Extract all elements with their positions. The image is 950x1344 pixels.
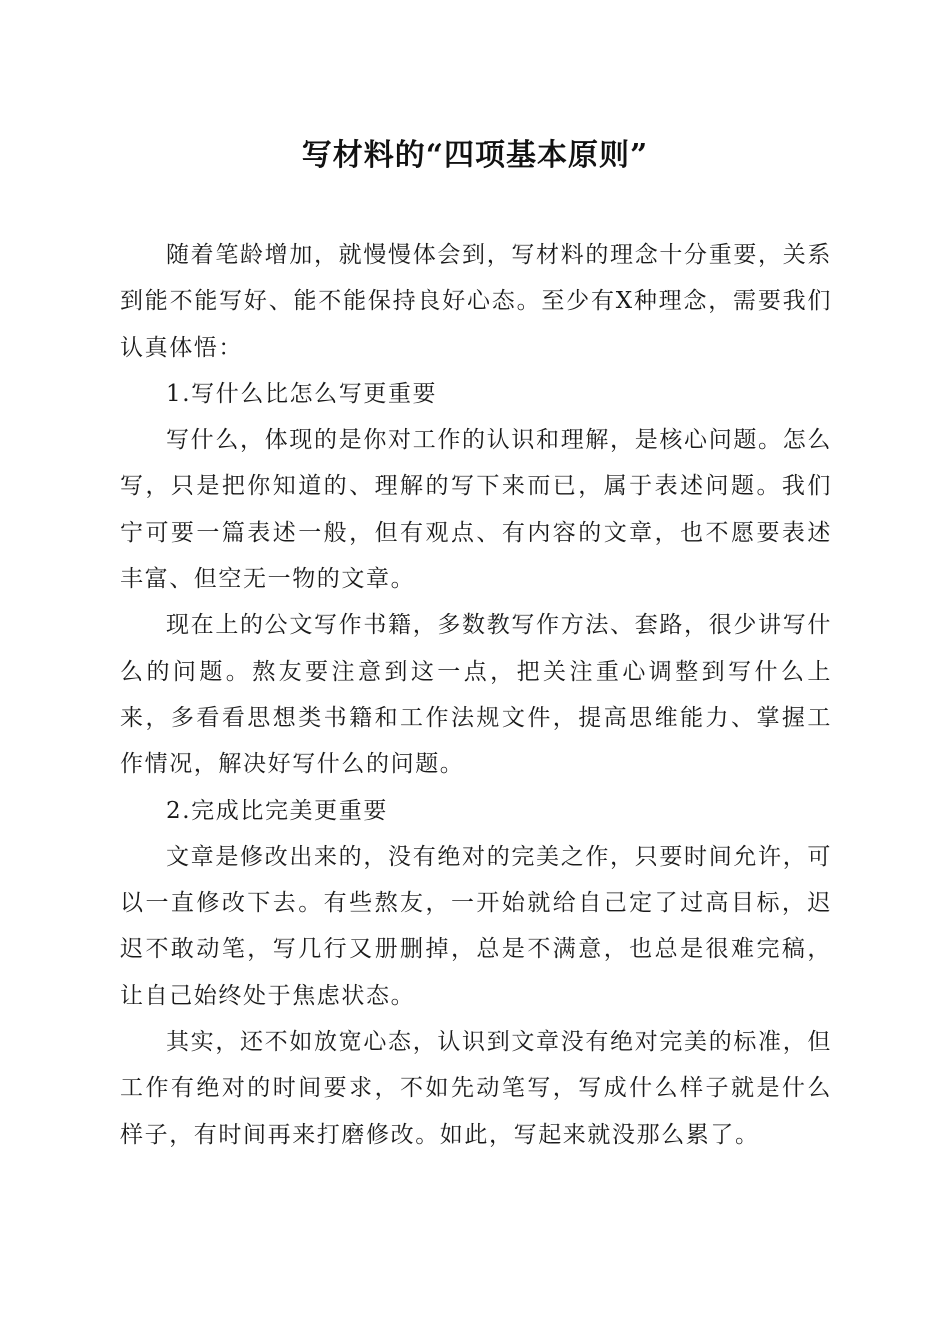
paragraph: 写什么，体现的是你对工作的认识和理解，是核心问题。怎么写，只是把你知道的、理解的写下来而已，属于表述问题。我们宁可要一篇表述一般，但有观点、有内容的文章，也不愿要表述丰富、但空无一物的文章。 [120, 427, 832, 593]
paragraph: 现在上的公文写作书籍，多数教写作方法、套路，很少讲写什么的问题。熬友要注意到这一点，把关注重心调整到写什么上来，多看看思想类书籍和工作法规文件，提高思维能力、掌握工作情况，解决好写什么的问题。 [120, 612, 832, 778]
document-title: 写材料的“四项基本原则” [301, 138, 649, 173]
document-body [120, 232, 832, 1158]
intro-paragraph: 随着笔龄增加，就慢慢体会到，写材料的理念十分重要，关系到能不能写好、能不能保持良好心态。至少有X种理念，需要我们认真体悟： [120, 242, 832, 361]
section-heading-2: 2.完成比完美更重要 [166, 797, 388, 824]
paragraph: 文章是修改出来的，没有绝对的完美之作，只要时间允许，可以一直修改下去。有些熬友，一开始就给自己定了过高目标，迟迟不敢动笔，写几行又册删掉，总是不满意，也总是很难完稿，让自己始终处于焦虑状态。 [120, 843, 832, 1009]
paragraph: 其实，还不如放宽心态，认识到文章没有绝对完美的标准，但工作有绝对的时间要求，不如先动笔写，写成什么样子就是什么样子，有时间再来打磨修改。如此，写起来就没那么累了。 [120, 1029, 832, 1148]
section-heading-1: 1.写什么比怎么写更重要 [166, 380, 438, 407]
